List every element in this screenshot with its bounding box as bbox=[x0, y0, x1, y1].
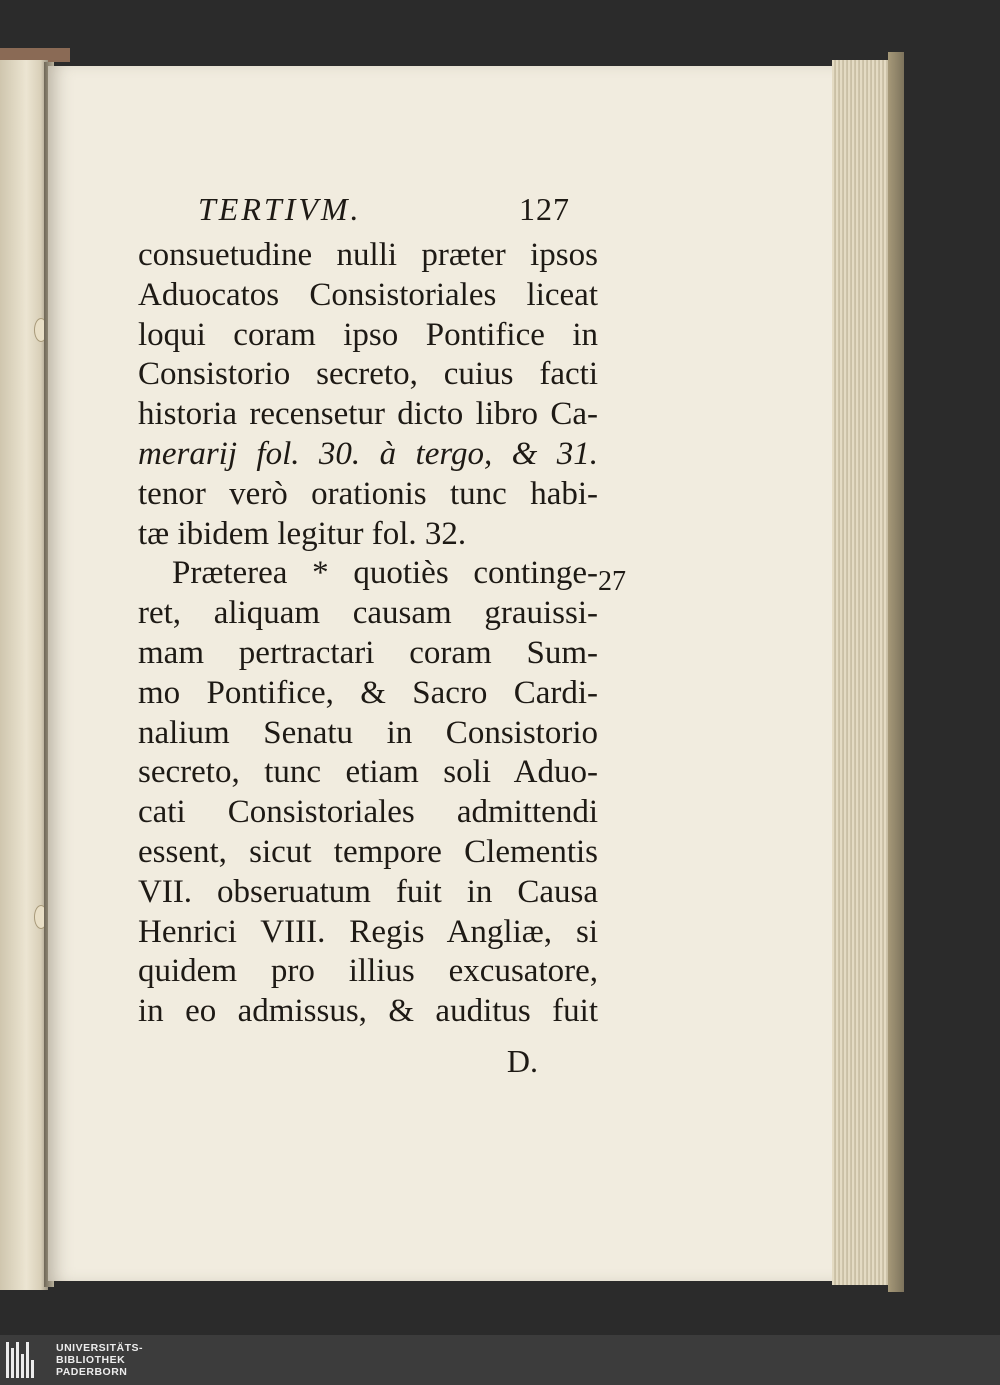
library-name-line: PADERBORN bbox=[56, 1366, 128, 1378]
text-line: consuetudine nulli præter ipsos bbox=[138, 237, 598, 273]
catchword: D. bbox=[506, 1042, 538, 1079]
text-line: Henrici VIII. Regis Angliæ, si bbox=[138, 913, 598, 950]
text-line: nalium Senatu in Consistorio bbox=[138, 714, 598, 751]
page-text-block bbox=[138, 190, 598, 1082]
book-cover-edge bbox=[888, 52, 904, 1292]
text-line: mo Pontifice, & Sacro Cardi- bbox=[138, 674, 598, 711]
text-line: ret, aliquam causam grauissi- bbox=[138, 595, 598, 632]
text-line: in eo admissus, & auditus fuit bbox=[138, 993, 598, 1030]
left-page bbox=[0, 60, 48, 1290]
text-line: tenor verò orationis tunc habi- bbox=[138, 475, 598, 512]
text-line: Consistorio secreto, cuius facti bbox=[138, 356, 598, 393]
text-line: essent, sicut tempore Clementis bbox=[138, 833, 598, 870]
text-line: VII. obseruatum fuit in Causa bbox=[138, 873, 598, 910]
text-line: secreto, tunc etiam soli Aduo- bbox=[138, 754, 598, 791]
page-number: 127 bbox=[519, 191, 570, 227]
text-line: tæ ibidem legitur fol. 32. bbox=[138, 515, 467, 552]
library-name bbox=[56, 1342, 143, 1378]
text-line: Aduocatos Consistoriales liceat bbox=[138, 276, 598, 313]
library-name-line: BIBLIOTHEK bbox=[56, 1354, 126, 1366]
margin-note: 27 bbox=[598, 566, 626, 597]
text-line: historia recensetur dicto libro Ca- bbox=[138, 396, 598, 433]
text-line: loqui coram ipso Pontifice in bbox=[138, 316, 598, 353]
page-stack-edge bbox=[832, 60, 894, 1285]
running-head bbox=[138, 190, 598, 236]
text-line: cati Consistoriales admittendi bbox=[138, 794, 598, 831]
text-line: quidem pro illius excusatore, bbox=[138, 953, 598, 990]
text-line: mam pertractari coram Sum- bbox=[138, 634, 598, 671]
text-line: merarij fol. 30. à tergo, & 31. bbox=[138, 435, 598, 472]
library-name-line: UNIVERSITÄTS- bbox=[56, 1342, 144, 1354]
text-line: Præterea * quotiès continge- bbox=[172, 555, 598, 592]
library-logo-icon bbox=[6, 1342, 46, 1378]
footer-bar bbox=[0, 1335, 1000, 1385]
running-head-title: TERTIVM. bbox=[198, 191, 362, 227]
